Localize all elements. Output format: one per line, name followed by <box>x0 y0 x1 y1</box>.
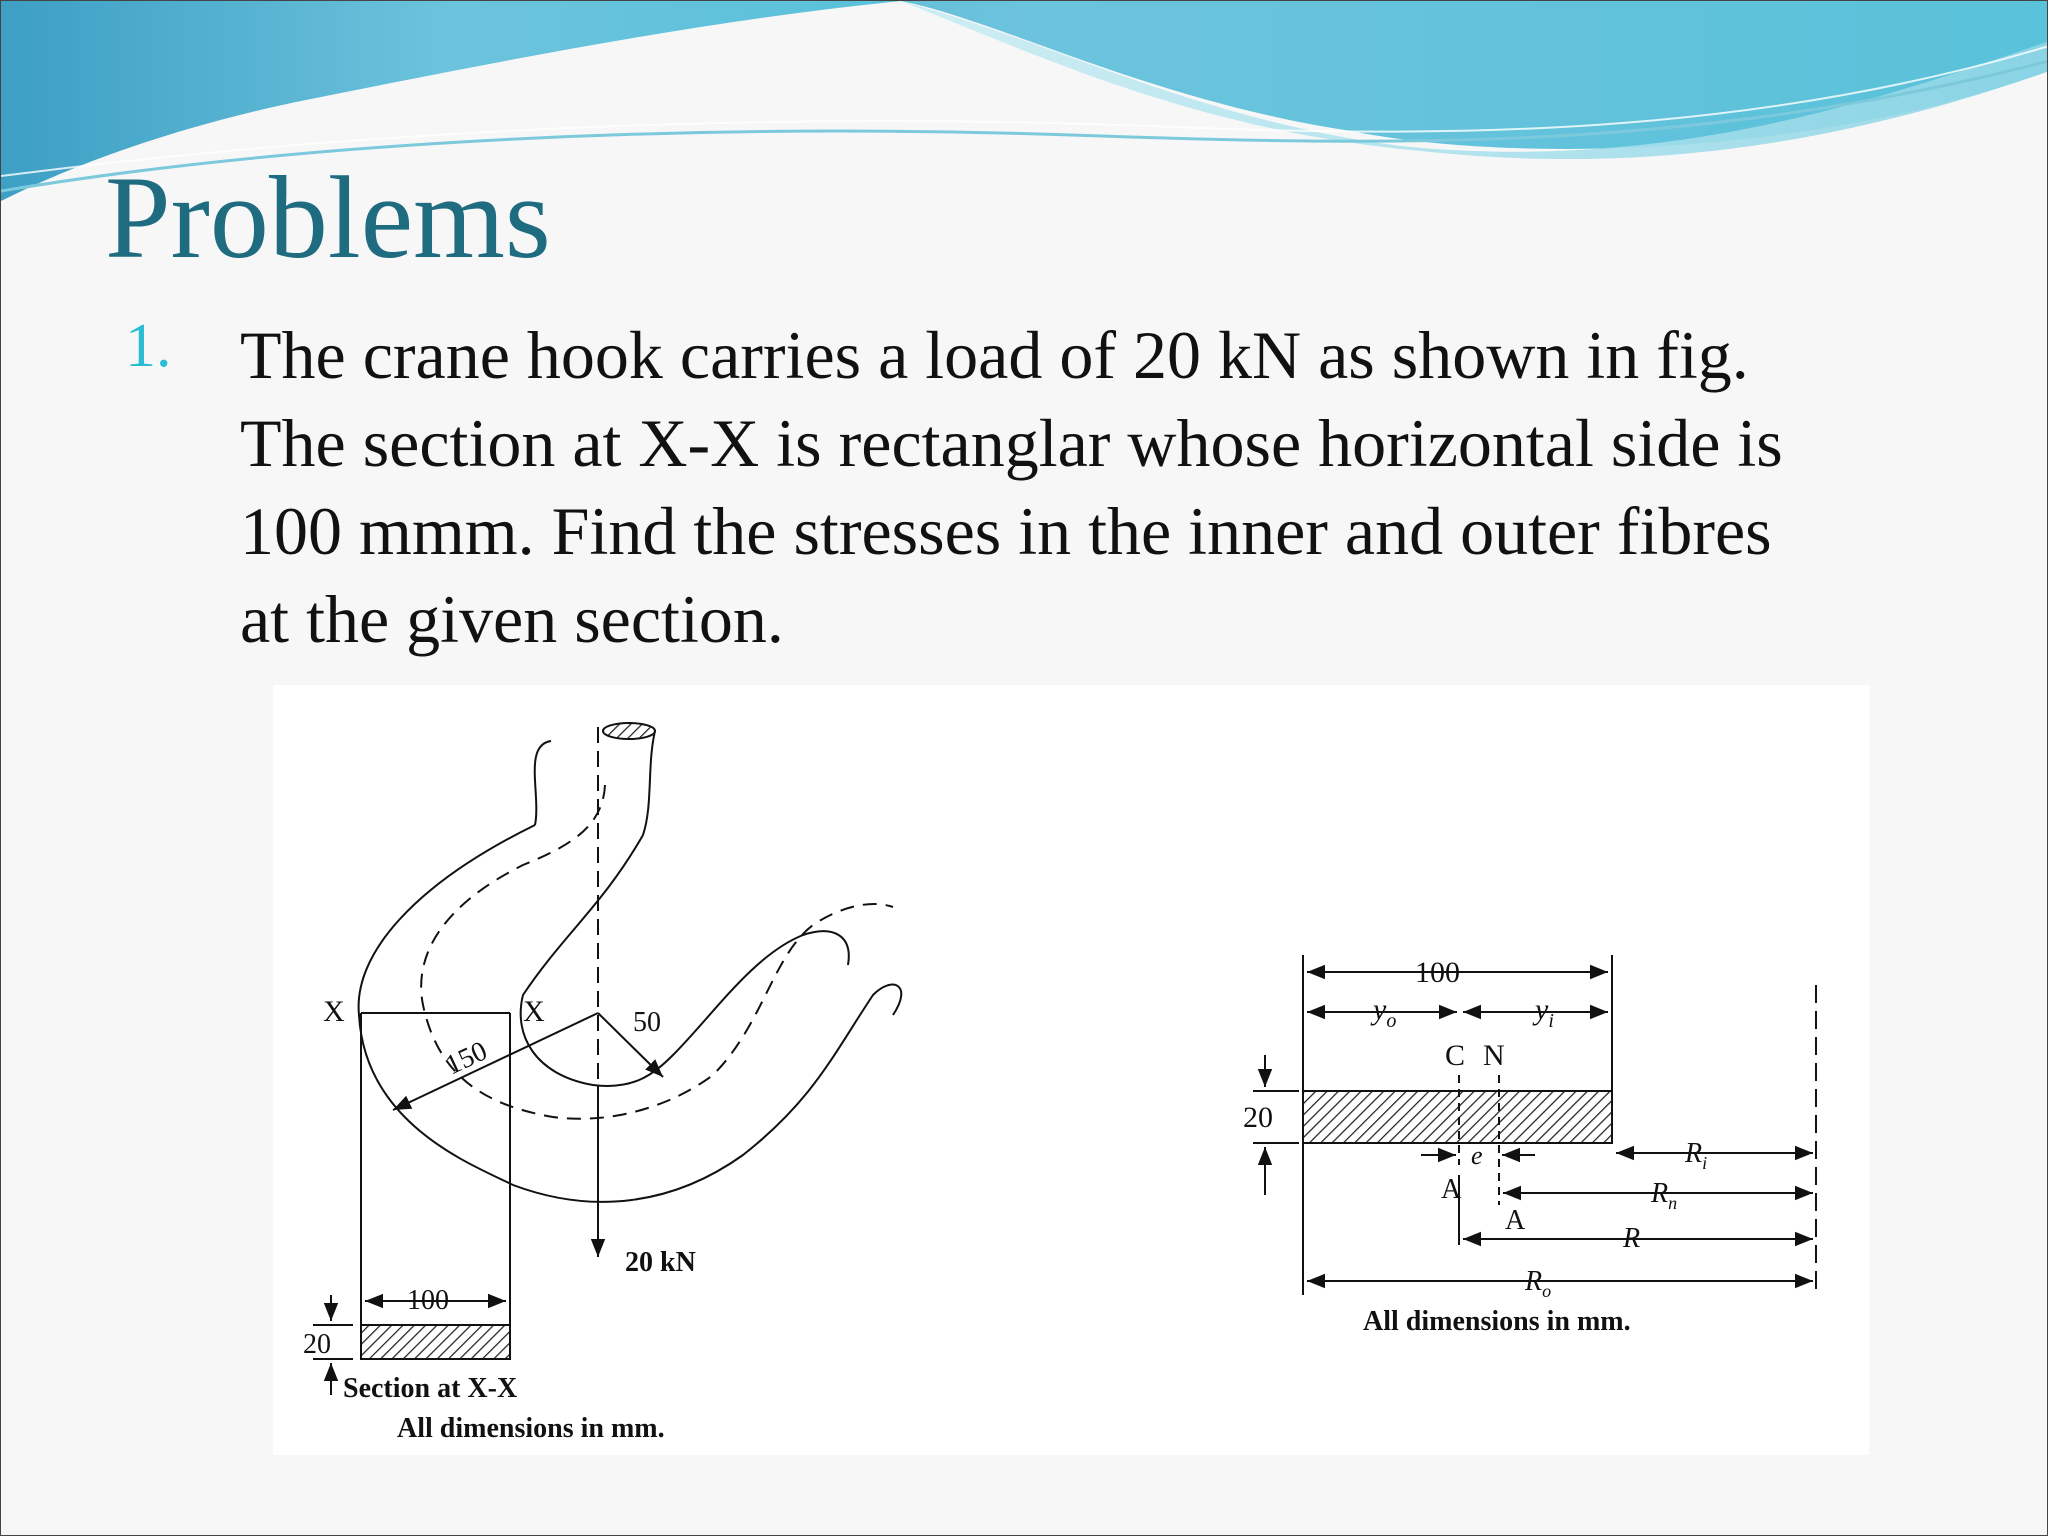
section-labels <box>1243 956 1707 1337</box>
crane-hook-figure <box>273 685 1869 1455</box>
problem-text <box>240 311 2048 663</box>
slide-title: Problems <box>105 152 551 283</box>
label-yi-sub: i <box>1548 1010 1554 1032</box>
figure-panel <box>273 685 1869 1455</box>
label-yi-main: y <box>1535 993 1549 1026</box>
hook-section-rectangle <box>361 1325 510 1359</box>
label-n: N <box>1483 1039 1505 1072</box>
label-rn-sub: n <box>1668 1193 1678 1213</box>
label-rn-main: R <box>1651 1178 1669 1209</box>
label-ro <box>1524 1266 1551 1301</box>
problem-line: at the given section. <box>240 581 784 657</box>
problem-number: 1. <box>125 312 172 380</box>
label-yo-main: y <box>1373 993 1387 1026</box>
label-yo <box>1370 993 1396 1032</box>
hook-shank-left-edge <box>535 741 551 825</box>
hook-inner-edge <box>521 835 849 1086</box>
problem-line: 100 mmm. Find the stresses in the inner and outer fibres <box>240 493 1772 569</box>
label-r: R <box>1623 1223 1641 1254</box>
label-ro-main: R <box>1525 1266 1543 1297</box>
label-ro-sub: o <box>1542 1281 1552 1301</box>
label-dimensions-right: All dimensions in mm. <box>1363 1306 1631 1337</box>
hook-drawing <box>313 723 901 1395</box>
label-ri <box>1684 1138 1707 1173</box>
label-section-thickness-20: 20 <box>1243 1101 1273 1134</box>
label-width-100: 100 <box>407 1285 449 1316</box>
problem-line: The crane hook carries a load of 20 kN as shown in fig. <box>240 317 1749 393</box>
label-thickness-20: 20 <box>303 1329 331 1360</box>
label-section-xx: Section at X-X <box>343 1373 518 1404</box>
label-section-width-100: 100 <box>1415 956 1460 989</box>
label-radius-50: 50 <box>633 1007 661 1038</box>
hook-shank-right-edge <box>643 731 655 835</box>
label-a-left: A <box>1441 1174 1462 1205</box>
radius-150-line <box>393 1013 598 1110</box>
label-ri-sub: i <box>1702 1153 1708 1173</box>
label-yo-sub: o <box>1386 1010 1397 1032</box>
label-dimensions-left: All dimensions in mm. <box>397 1413 665 1444</box>
label-radius-150: 150 <box>440 1035 493 1082</box>
label-x-right: X <box>523 995 545 1028</box>
label-e: e <box>1471 1141 1483 1170</box>
label-rn <box>1650 1178 1677 1213</box>
label-yi <box>1532 993 1554 1032</box>
label-load: 20 kN <box>625 1247 696 1278</box>
label-a-right: A <box>1505 1205 1526 1236</box>
problem-line: The section at X-X is rectanglar whose horizontal side is <box>240 405 1783 481</box>
label-x-left: X <box>323 995 345 1028</box>
label-ri-main: R <box>1685 1138 1703 1169</box>
section-rectangle <box>1303 1091 1612 1143</box>
hook-top-cross-section <box>603 723 655 739</box>
label-c: C <box>1445 1039 1466 1072</box>
